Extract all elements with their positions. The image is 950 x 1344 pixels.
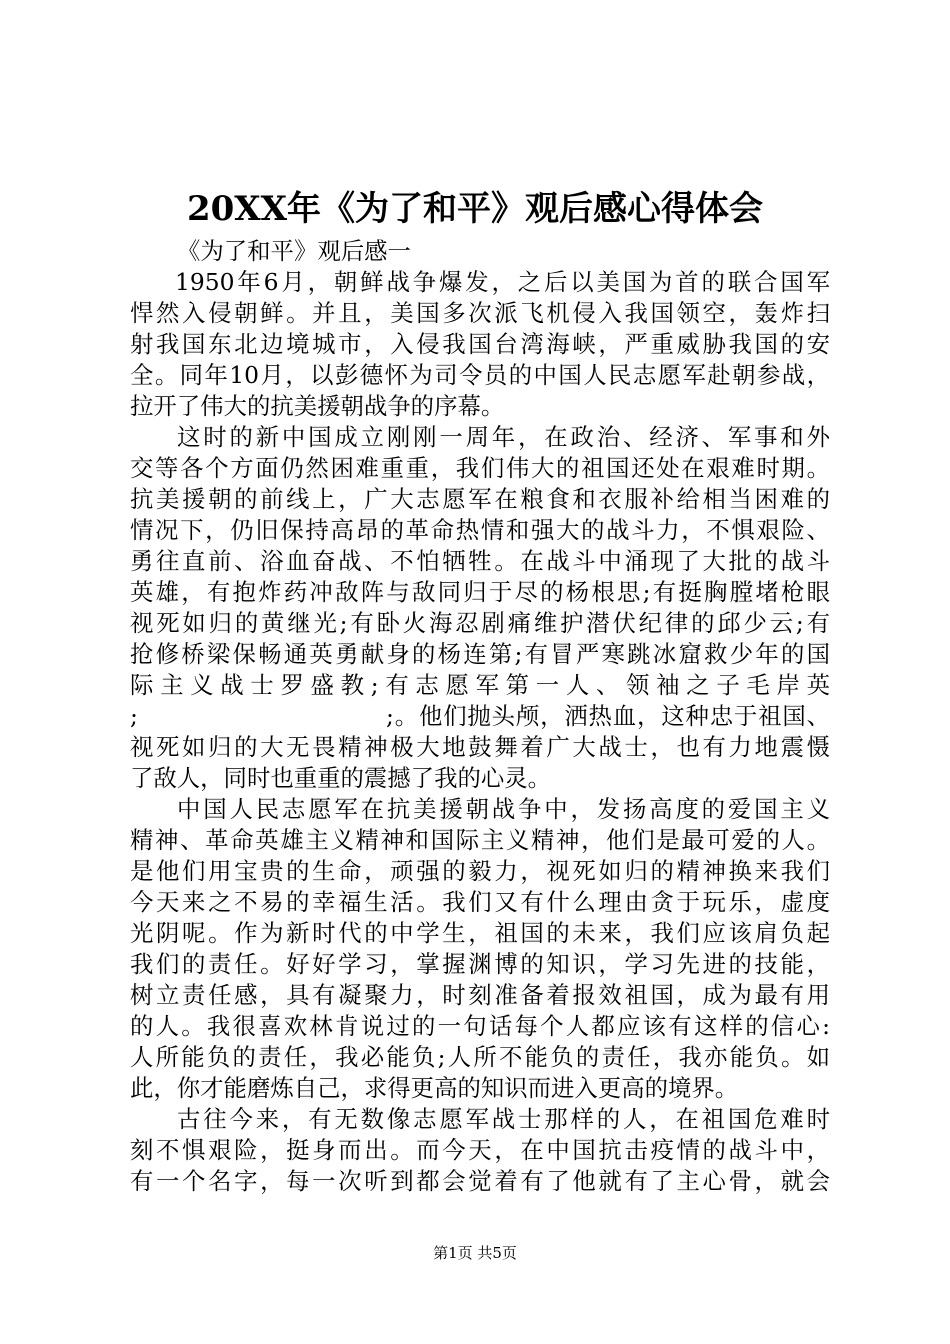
body-line: 光阴呢。作为新时代的中学生，祖国的未来，我们应该肩负起	[130, 919, 830, 947]
body-line: 是他们用宝贵的生命，顽强的毅力，视死如归的精神换来我们	[130, 857, 830, 885]
body-line: 古往今来，有无数像志愿军战士那样的人，在祖国危难时	[177, 1105, 830, 1133]
body-line: 今天来之不易的幸福生活。我们又有什么理由贪于玩乐，虚度	[130, 888, 830, 916]
body-line: 视死如归的黄继光;有卧火海忍剧痛维护潜伏纪律的邱少云;有	[130, 609, 830, 637]
body-line: 有一个名字，每一次听到都会觉着有了他就有了主心骨，就会	[130, 1167, 830, 1195]
body-line: 悍然入侵朝鲜。并且，美国多次派飞机侵入我国领空，轰炸扫	[130, 299, 830, 327]
body-line: 射我国东北边境城市，入侵我国台湾海峡，严重威胁我国的安	[130, 330, 830, 358]
document-title: 20XX年《为了和平》观后感心得体会	[186, 189, 764, 229]
body-line: ; ;。他们抛头颅，洒热血，这种忠于祖国、	[130, 702, 830, 730]
body-line: 刻不惧艰险，挺身而出。而今天，在中国抗击疫情的战斗中，	[130, 1136, 830, 1164]
body-line: 抗美援朝的前线上，广大志愿军在粮食和衣服补给相当困难的	[130, 485, 830, 513]
body-line: 中国人民志愿军在抗美援朝战争中，发扬高度的爱国主义	[177, 795, 830, 823]
section-heading: 《为了和平》观后感一	[177, 237, 411, 265]
body-line: 了敌人，同时也重重的震撼了我的心灵。	[130, 764, 552, 792]
body-line: 这时的新中国成立刚刚一周年，在政治、经济、军事和外	[177, 423, 830, 451]
body-line: 精神、革命英雄主义精神和国际主义精神，他们是最可爱的人。	[130, 826, 830, 854]
body-line: 人所能负的责任，我必能负;人所不能负的责任，我亦能负。如	[130, 1043, 830, 1071]
body-line: 拉开了伟大的抗美援朝战争的序幕。	[130, 392, 505, 420]
body-line: 1950年6月，朝鲜战争爆发，之后以美国为首的联合国军	[175, 268, 830, 296]
body-line: 情况下，仍旧保持高昂的革命热情和强大的战斗力，不惧艰险、	[130, 516, 830, 544]
body-line: 树立责任感，具有凝聚力，时刻准备着报效祖国，成为最有用	[130, 981, 830, 1009]
body-line: 英雄，有抱炸药冲敌阵与敌同归于尽的杨根思;有挺胸膛堵枪眼	[130, 578, 830, 606]
body-line: 我们的责任。好好学习，掌握渊博的知识，学习先进的技能，	[130, 950, 830, 978]
body-line: 此，你才能磨炼自己，求得更高的知识而进入更高的境界。	[130, 1074, 739, 1102]
body-line: 视死如归的大无畏精神极大地鼓舞着广大战士，也有力地震慑	[130, 733, 830, 761]
body-line: 际主义战士罗盛教;有志愿军第一人、领袖之子毛岸英	[130, 671, 830, 699]
body-line: 勇往直前、浴血奋战、不怕牺牲。在战斗中涌现了大批的战斗	[130, 547, 830, 575]
body-line: 交等各个方面仍然困难重重，我们伟大的祖国还处在艰难时期。	[130, 454, 830, 482]
page-footer: 第1页 共5页	[433, 1244, 517, 1262]
body-line: 全。同年10月，以彭德怀为司令员的中国人民志愿军赴朝参战，	[130, 361, 830, 389]
body-line: 抢修桥梁保畅通英勇献身的杨连第;有冒严寒跳冰窟救少年的国	[130, 640, 830, 668]
document-body	[130, 236, 830, 1197]
body-line: 的人。我很喜欢林肯说过的一句话每个人都应该有这样的信心:	[130, 1012, 830, 1040]
